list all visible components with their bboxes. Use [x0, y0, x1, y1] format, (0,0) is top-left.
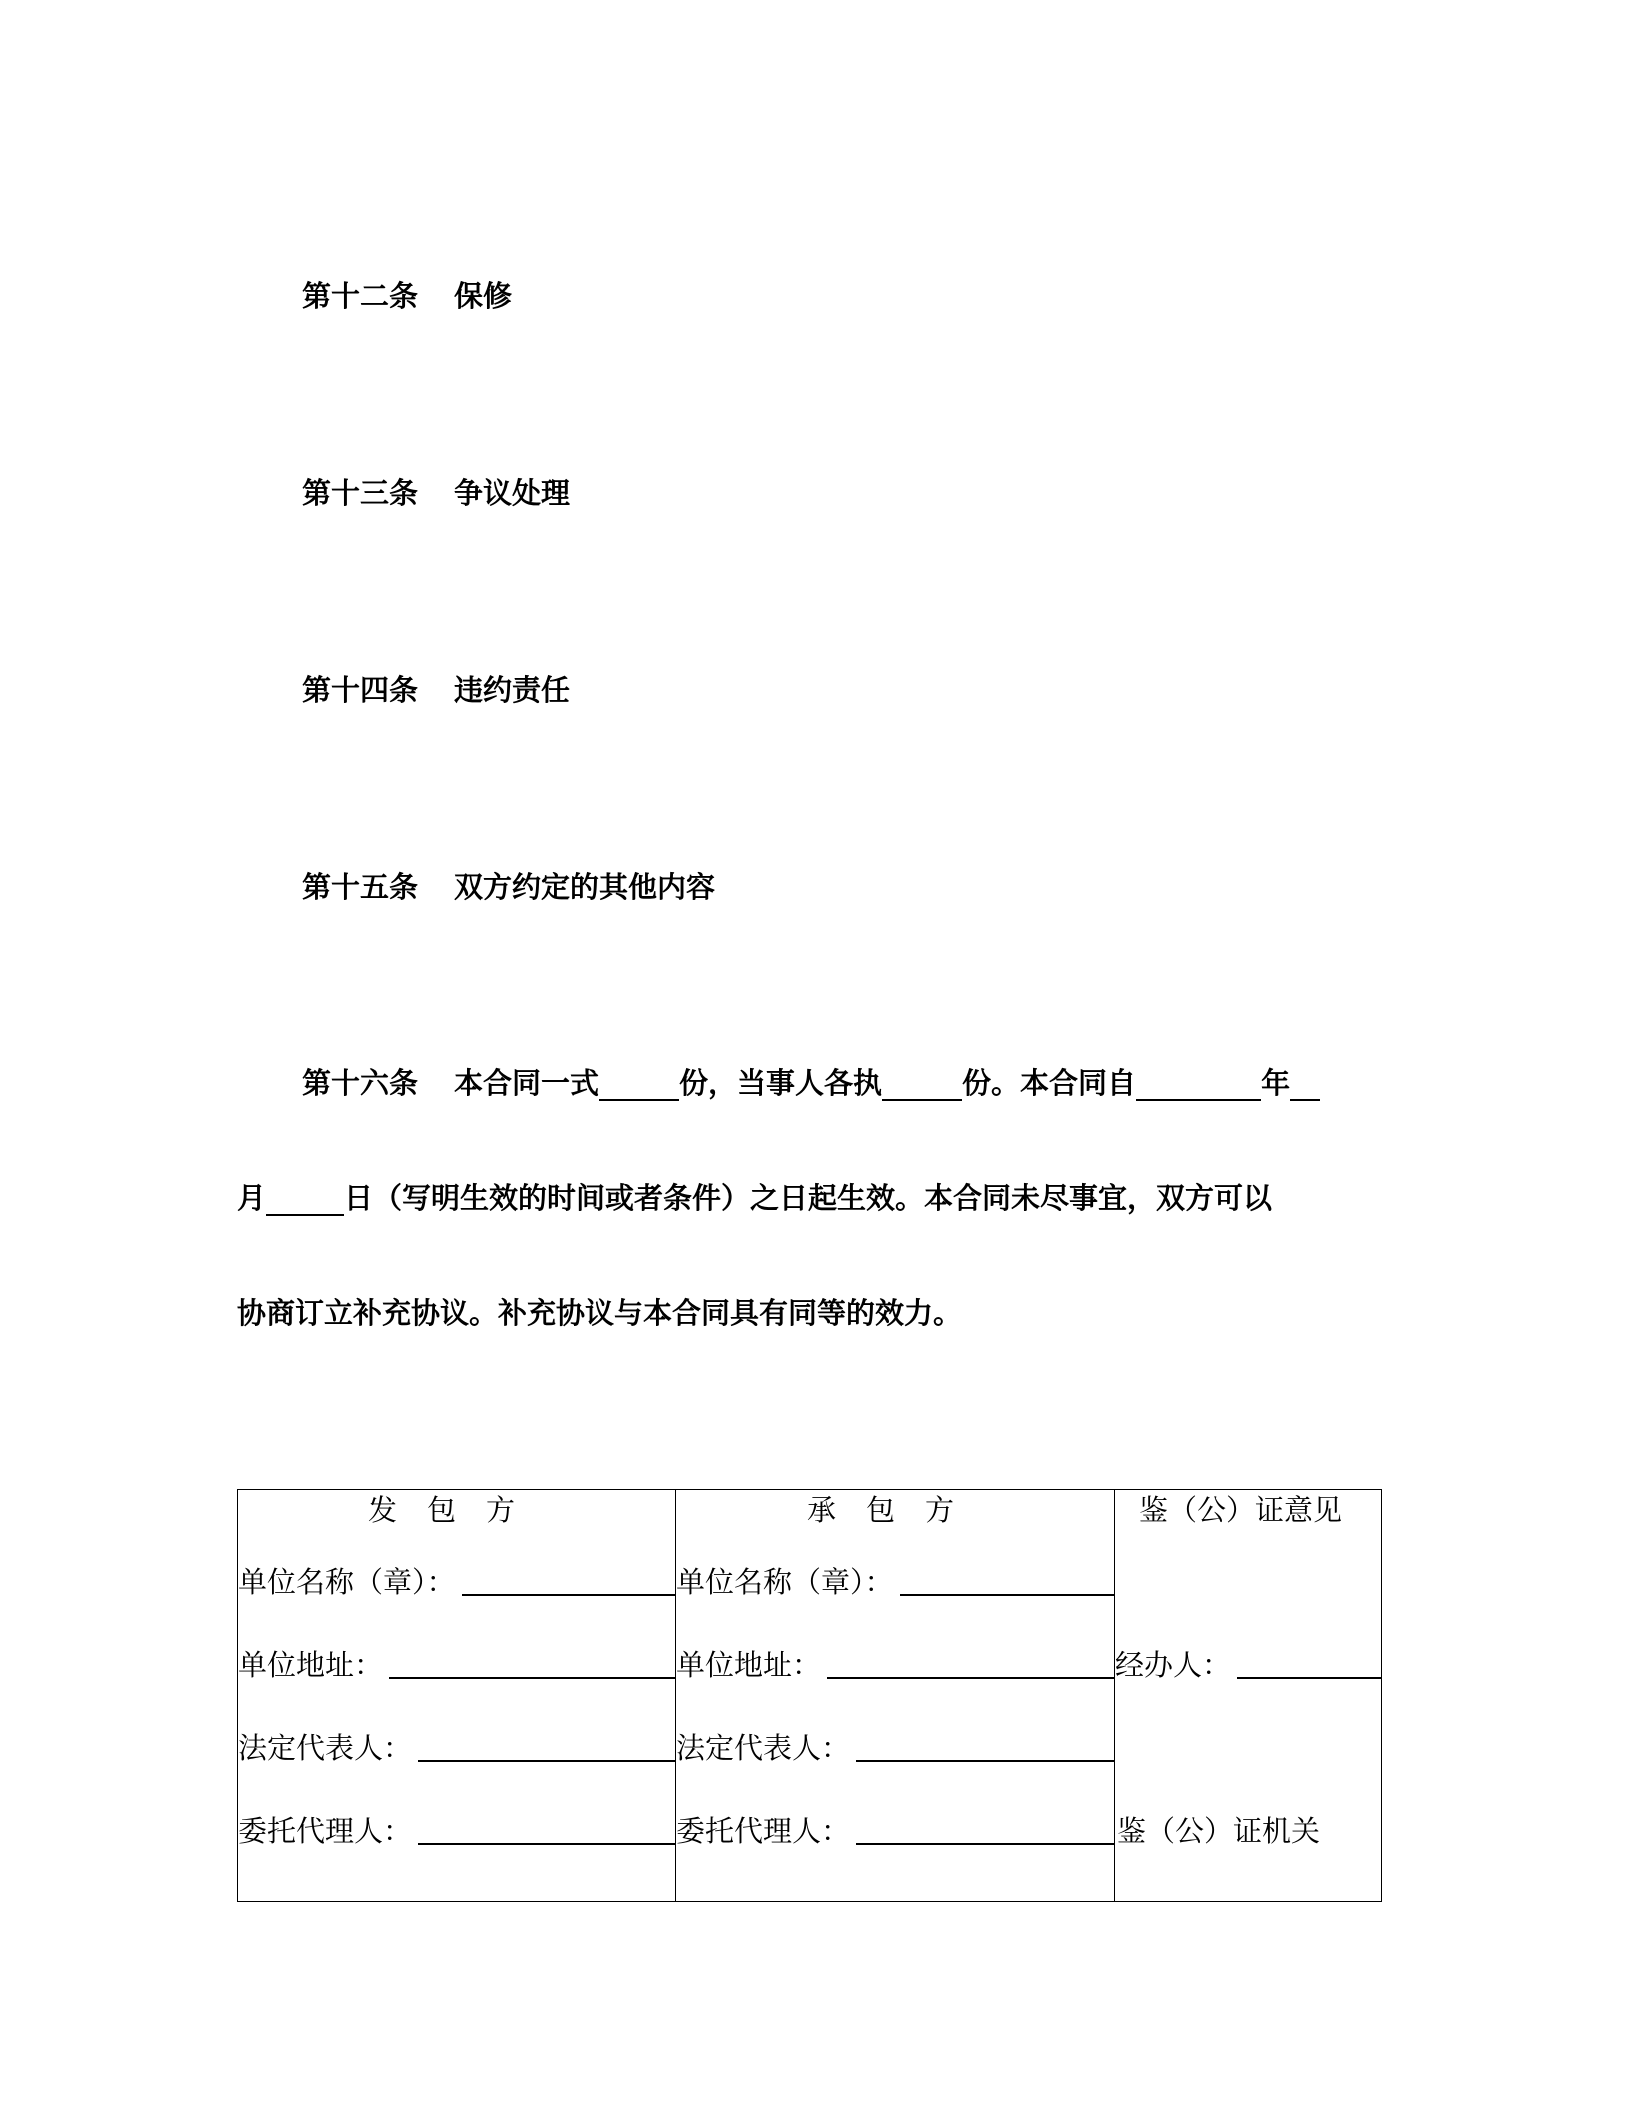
contractor-title: 承包方 — [806, 1493, 984, 1527]
field-label: 单位地址： — [676, 1648, 822, 1682]
field-label: 单位名称（章）： — [676, 1565, 894, 1599]
article-title: 保修 — [454, 279, 513, 313]
article-16-text: 月 — [237, 1181, 267, 1215]
notary-authority: 鉴（公）证机关 — [1117, 1814, 1321, 1848]
field-line[interactable] — [462, 1568, 675, 1596]
field-line[interactable] — [856, 1734, 1115, 1762]
field-label: 委托代理人： — [238, 1814, 413, 1848]
contractor-unit-address-field[interactable] — [676, 1647, 1115, 1683]
article-16-line-1 — [302, 1063, 1320, 1103]
article-14-heading — [302, 670, 570, 710]
article-title: 双方约定的其他内容 — [454, 870, 716, 904]
article-12-heading — [302, 276, 512, 316]
contractor-agent-field[interactable] — [676, 1813, 1115, 1849]
article-15-heading — [302, 867, 715, 907]
contractor-column — [675, 1490, 1115, 1901]
article-number: 第十五条 — [302, 870, 419, 904]
contractor-legal-rep-field[interactable] — [676, 1730, 1115, 1766]
article-number: 第十四条 — [302, 673, 419, 707]
employer-column — [238, 1490, 675, 1901]
employer-legal-rep-field[interactable] — [238, 1730, 675, 1766]
field-line[interactable] — [389, 1651, 675, 1679]
field-line[interactable] — [418, 1817, 675, 1845]
field-label: 法定代表人： — [238, 1731, 413, 1765]
notary-title: 鉴（公）证意见 — [1139, 1493, 1343, 1527]
notary-column — [1114, 1490, 1382, 1901]
article-title: 争议处理 — [454, 476, 571, 510]
field-label: 经办人： — [1115, 1648, 1232, 1682]
field-label: 法定代表人： — [676, 1731, 851, 1765]
field-line[interactable] — [856, 1817, 1115, 1845]
article-title: 违约责任 — [454, 673, 571, 707]
article-16-text: 份，当事人各执 — [679, 1066, 883, 1100]
employer-agent-field[interactable] — [238, 1813, 675, 1849]
article-number: 第十三条 — [302, 476, 419, 510]
signature-table — [237, 1489, 1382, 1902]
field-line[interactable] — [1237, 1651, 1382, 1679]
field-line[interactable] — [827, 1651, 1115, 1679]
employer-unit-name-field[interactable] — [238, 1564, 675, 1600]
contractor-unit-name-field[interactable] — [676, 1564, 1115, 1600]
field-label: 委托代理人： — [676, 1814, 851, 1848]
copies-each-blank[interactable] — [882, 1067, 962, 1101]
article-16-line-2 — [237, 1178, 1272, 1218]
field-label: 单位名称（章）： — [238, 1565, 456, 1599]
field-line[interactable] — [900, 1568, 1115, 1596]
year-blank[interactable] — [1136, 1067, 1261, 1101]
field-line[interactable] — [418, 1734, 675, 1762]
month-blank[interactable] — [1290, 1067, 1320, 1101]
employer-title: 发包方 — [367, 1493, 545, 1527]
article-16-text: 日（写明生效的时间或者条件）之日起生效。本合同未尽事宜，双方可以 — [344, 1181, 1273, 1215]
article-16-line-3 — [237, 1293, 962, 1333]
article-16-text: 份。本合同自 — [962, 1066, 1137, 1100]
article-16-text: 年 — [1261, 1066, 1291, 1100]
article-16-text: 本合同一式 — [454, 1066, 600, 1100]
field-label: 单位地址： — [238, 1648, 384, 1682]
article-number: 第十二条 — [302, 279, 419, 313]
notary-handler-field[interactable] — [1115, 1647, 1382, 1683]
day-blank[interactable] — [266, 1182, 344, 1216]
employer-unit-address-field[interactable] — [238, 1647, 675, 1683]
article-16-text: 协商订立补充协议。补充协议与本合同具有同等的效力。 — [237, 1296, 963, 1330]
article-number: 第十六条 — [302, 1066, 419, 1100]
article-13-heading — [302, 473, 570, 513]
copies-total-blank[interactable] — [599, 1067, 679, 1101]
